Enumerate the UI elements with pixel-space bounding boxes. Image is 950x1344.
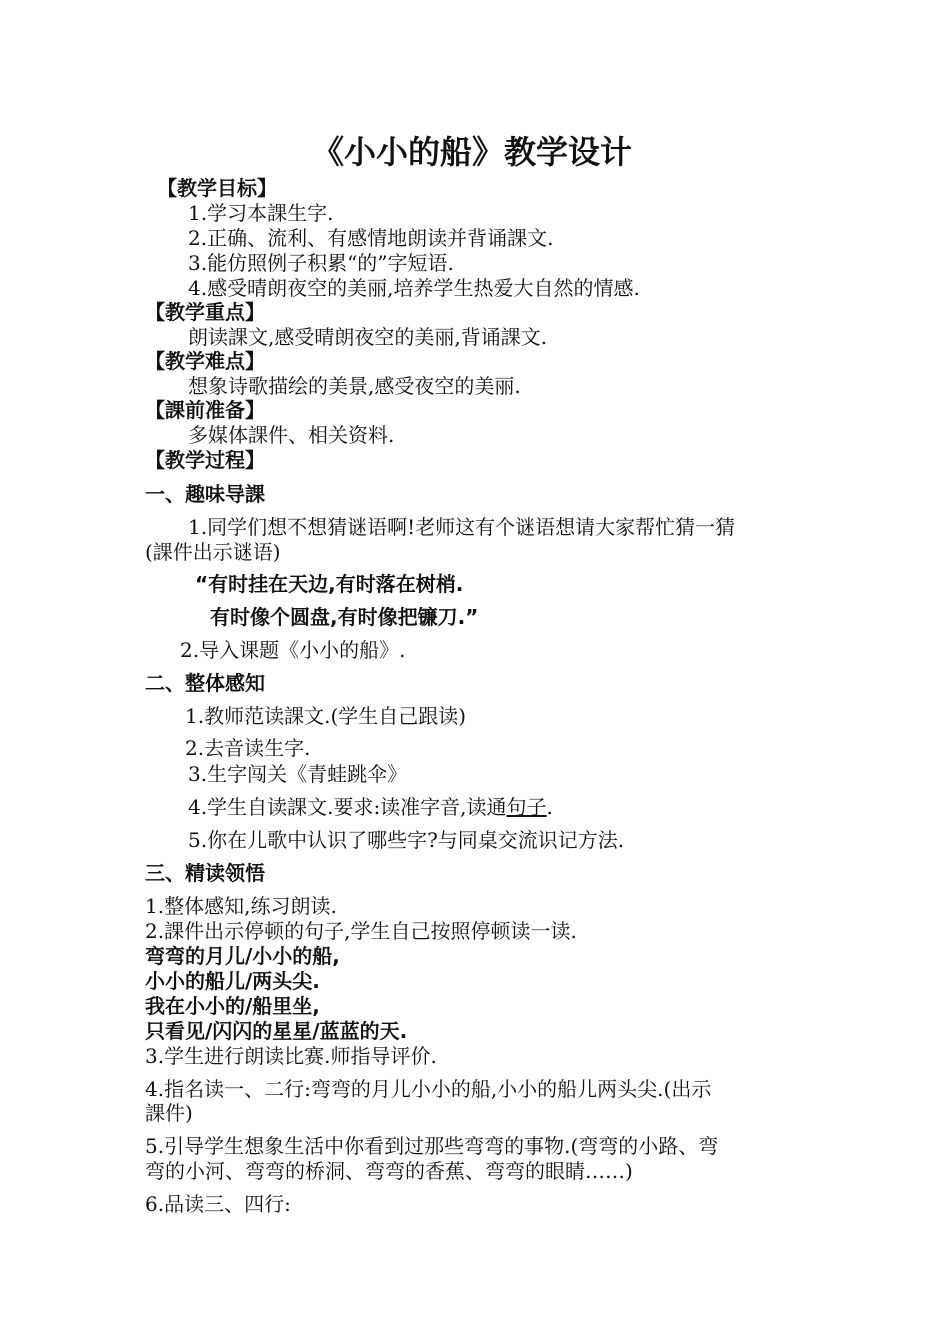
riddle-line: 有时像个圆盘,有时像把镰刀.” bbox=[210, 605, 479, 629]
list-item: 2.課件出示停顿的句子,学生自己按照停顿读一读. bbox=[145, 919, 577, 943]
paragraph-line: 1.同学们想不想猜谜语啊!老师这有个谜语想请大家帮忙猜一猜 bbox=[188, 515, 736, 539]
goal-item: 4.感受晴朗夜空的美丽,培养学生热爱大自然的情感. bbox=[188, 276, 640, 300]
list-item: 3.生字闯关《青蛙跳伞》 bbox=[188, 762, 408, 786]
paragraph-line: (課件出示谜语) bbox=[145, 540, 281, 564]
goal-item: 2.正确、流利、有感情地朗读并背诵課文. bbox=[188, 226, 554, 250]
list-item: 1.教师范读課文.(学生自己跟读) bbox=[185, 704, 467, 728]
key-points-heading: 【教学重点】 bbox=[145, 300, 265, 324]
section-heading: 三、精读领悟 bbox=[145, 861, 265, 885]
goal-item: 3.能仿照例子积累“的”字短语. bbox=[188, 251, 454, 275]
list-item: 5.你在儿歌中认识了哪些字?与同桌交流识记方法. bbox=[188, 828, 625, 852]
list-item: 1.整体感知,练习朗读. bbox=[145, 894, 337, 918]
page-title: 《小小的船》教学设计 bbox=[312, 133, 633, 171]
riddle-line: “有时挂在天边,有时落在树梢. bbox=[195, 572, 464, 596]
poem-line: 小小的船儿/两头尖. bbox=[145, 969, 320, 993]
preparation-heading: 【課前准备】 bbox=[145, 398, 265, 422]
goals-heading: 【教学目标】 bbox=[157, 176, 277, 200]
list-item: 4.指名读一、二行:弯弯的月儿小小的船,小小的船儿两头尖.(出示 bbox=[145, 1077, 712, 1101]
list-item: 3.学生进行朗读比赛.师指导评价. bbox=[145, 1044, 437, 1068]
difficulties-heading: 【教学难点】 bbox=[145, 349, 265, 373]
poem-line: 弯弯的月儿/小小的船, bbox=[145, 944, 340, 968]
list-item: 5.引导学生想象生活中你看到过那些弯弯的事物.(弯弯的小路、弯 bbox=[145, 1134, 719, 1158]
paragraph-line: 2.导入课题《小小的船》. bbox=[180, 638, 406, 662]
process-heading: 【教学过程】 bbox=[145, 448, 265, 472]
list-item: 弯的小河、弯弯的桥洞、弯弯的香蕉、弯弯的眼睛……) bbox=[145, 1159, 633, 1183]
list-item: 課件) bbox=[145, 1101, 193, 1125]
poem-line: 我在小小的/船里坐, bbox=[145, 994, 320, 1018]
section-heading: 二、整体感知 bbox=[145, 671, 265, 695]
difficulties-text: 想象诗歌描绘的美景,感受夜空的美丽. bbox=[188, 374, 521, 398]
poem-line: 只看见/闪闪的星星/蓝蓝的天. bbox=[145, 1019, 408, 1043]
preparation-text: 多媒体課件、相关资料. bbox=[188, 423, 395, 447]
list-item: 2.去音读生字. bbox=[185, 736, 311, 760]
list-item-punct: . bbox=[546, 795, 553, 819]
list-item bbox=[188, 795, 553, 819]
key-points-text: 朗读課文,感受晴朗夜空的美丽,背诵課文. bbox=[188, 325, 548, 349]
section-heading: 一、趣味导課 bbox=[145, 482, 265, 506]
list-item: 6.品读三、四行: bbox=[145, 1192, 291, 1216]
list-item-text: 4.学生自读課文.要求:读准字音,读通 bbox=[188, 795, 507, 819]
underlined-word: 句子 bbox=[506, 795, 547, 819]
goal-item: 1.学习本課生字. bbox=[188, 201, 334, 225]
